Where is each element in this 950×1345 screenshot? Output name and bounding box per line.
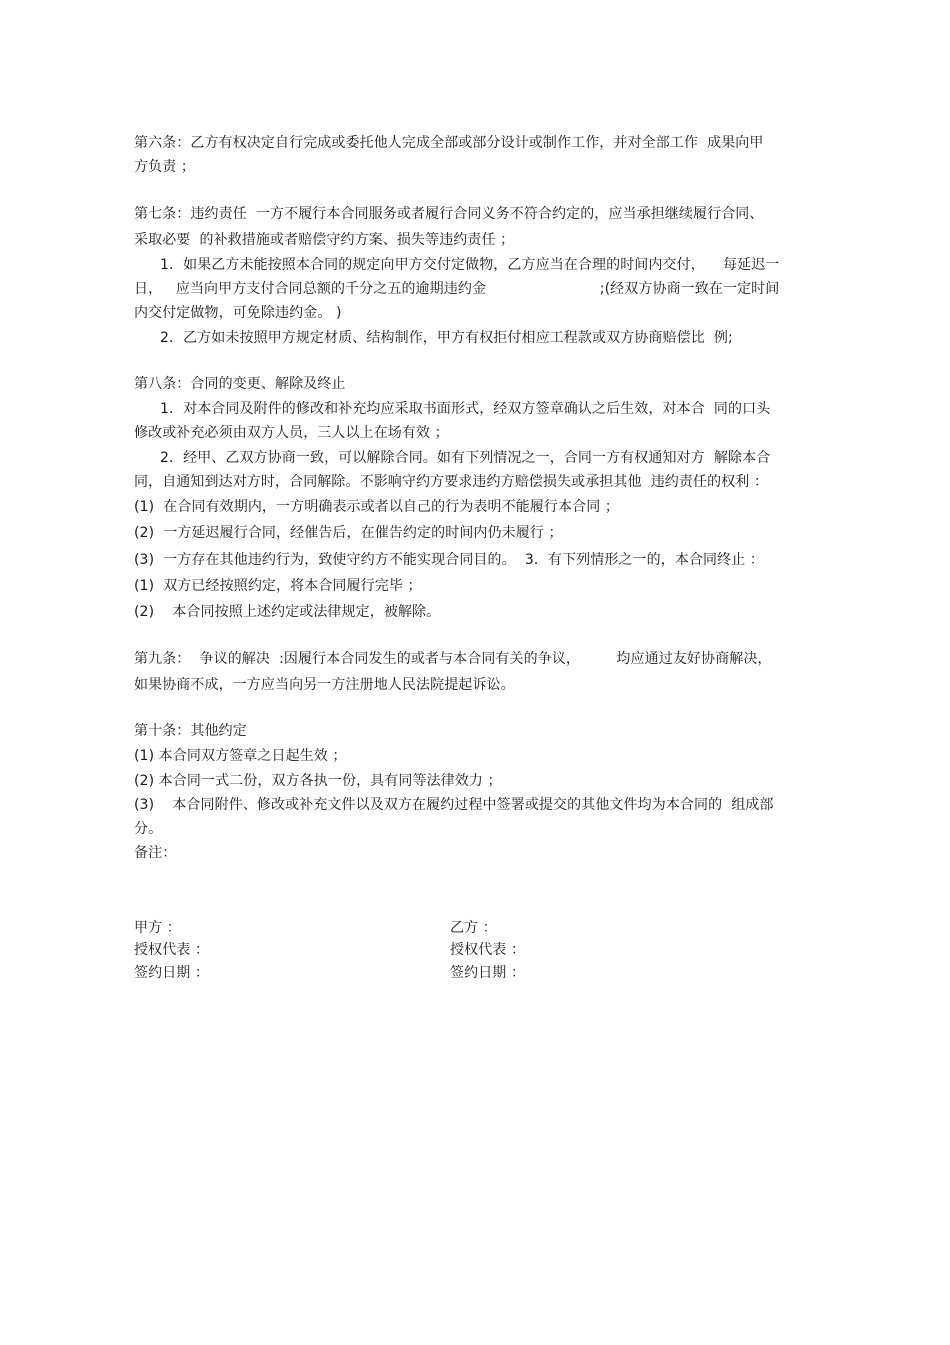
article-7-item-1-line-1: 1．如果乙方未能按照本合同的规定向甲方交付定做物，乙方应当在合理的时间内交付， 每延迟一	[160, 257, 780, 273]
article-8-item-2-line-2: 同，自通知到达对方时，合同解除。不影响守约方要求违约方赔偿损失或承担其他 违约责任的权利 ：	[134, 474, 769, 490]
article-7-item-1-line-2: 日， 应当向甲方支付合同总额的千分之五的逾期违约金 ;(经双方协商一致在一定时间	[134, 281, 780, 297]
article-7-item-1-line-3: 内交付定做物，可免除违约金。 )	[134, 305, 342, 321]
article-6-line-1: 第六条：乙方有权决定自行完成或委托他人完成全部或部分设计或制作工作，并对全部工作 成果向甲	[134, 135, 764, 151]
article-9-line-1: 第九条： 争议的解决 :因履行本合同发生的或者与本合同有关的争议， 均应通过友好协商解决，	[134, 651, 772, 667]
article-8-title: 第八条：合同的变更、解除及终止	[134, 376, 346, 392]
remark-label: 备注：	[134, 845, 177, 861]
article-8-clause-3: (3) 一方存在其他违约行为，致使守约方不能实现合同目的。 3．有下列情形之一的，本合同终止 ：	[134, 552, 764, 568]
party-b-representative-label: 授权代表 ：	[450, 942, 526, 958]
party-a-date-label: 签约日期 ：	[134, 965, 210, 981]
article-10-title: 第十条：其他约定	[134, 723, 247, 739]
article-10-clause-2: (2) 本合同一式二份，双方各执一份，具有同等法律效力 ；	[134, 773, 502, 789]
article-10-clause-3-line-2: 分。	[134, 821, 163, 837]
article-8-item-1-line-1: 1．对本合同及附件的修改和补充均应采取书面形式，经双方签章确认之后生效，对本合 同的口头	[160, 401, 771, 417]
article-8-clause-1: (1) 在合同有效期内，一方明确表示或者以自己的行为表明不能履行本合同 ；	[134, 499, 619, 515]
party-a-label: 甲方 ：	[134, 920, 181, 936]
article-8-termination-1: (1) 双方已经按照约定，将本合同履行完毕 ；	[134, 578, 422, 594]
article-8-clause-2: (2) 一方延迟履行合同，经催告后，在催告约定的时间内仍未履行 ；	[134, 525, 563, 541]
article-8-termination-2: (2) 本合同按照上述约定或法律规定，被解除。	[134, 604, 441, 620]
article-7-line-2: 采取必要 的补救措施或者赔偿守约方案、损失等违约责任 ；	[134, 232, 515, 248]
article-10-clause-1: (1) 本合同双方签章之日起生效 ；	[134, 748, 347, 764]
article-8-item-1-line-2: 修改或补充必须由双方人员，三人以上在场有效 ；	[134, 425, 449, 441]
party-b-date-label: 签约日期 ：	[450, 965, 526, 981]
article-6-line-2: 方负责 ；	[134, 159, 195, 175]
article-8-item-2-line-1: 2．经甲、乙双方协商一致，可以解除合同。如有下列情况之一，合同一方有权通知对方 解除本合	[160, 450, 771, 466]
party-a-representative-label: 授权代表 ：	[134, 942, 210, 958]
party-b-label: 乙方 ：	[450, 920, 497, 936]
article-7-line-1: 第七条：违约责任 一方不履行本合同服务或者履行合同义务不符合约定的，应当承担继续履行合同、	[134, 206, 764, 222]
article-7-item-2-line-1: 2．乙方如未按照甲方规定材质、结构制作，甲方有权拒付相应工程款或双方协商赔偿比 例;	[160, 330, 733, 346]
article-10-clause-3-line-1: (3) 本合同附件、修改或补充文件以及双方在履约过程中签署或提交的其他文件均为本合同的 组成部	[134, 797, 774, 813]
article-9-line-2: 如果协商不成，一方应当向另一方注册地人民法院提起诉讼。	[134, 677, 515, 693]
